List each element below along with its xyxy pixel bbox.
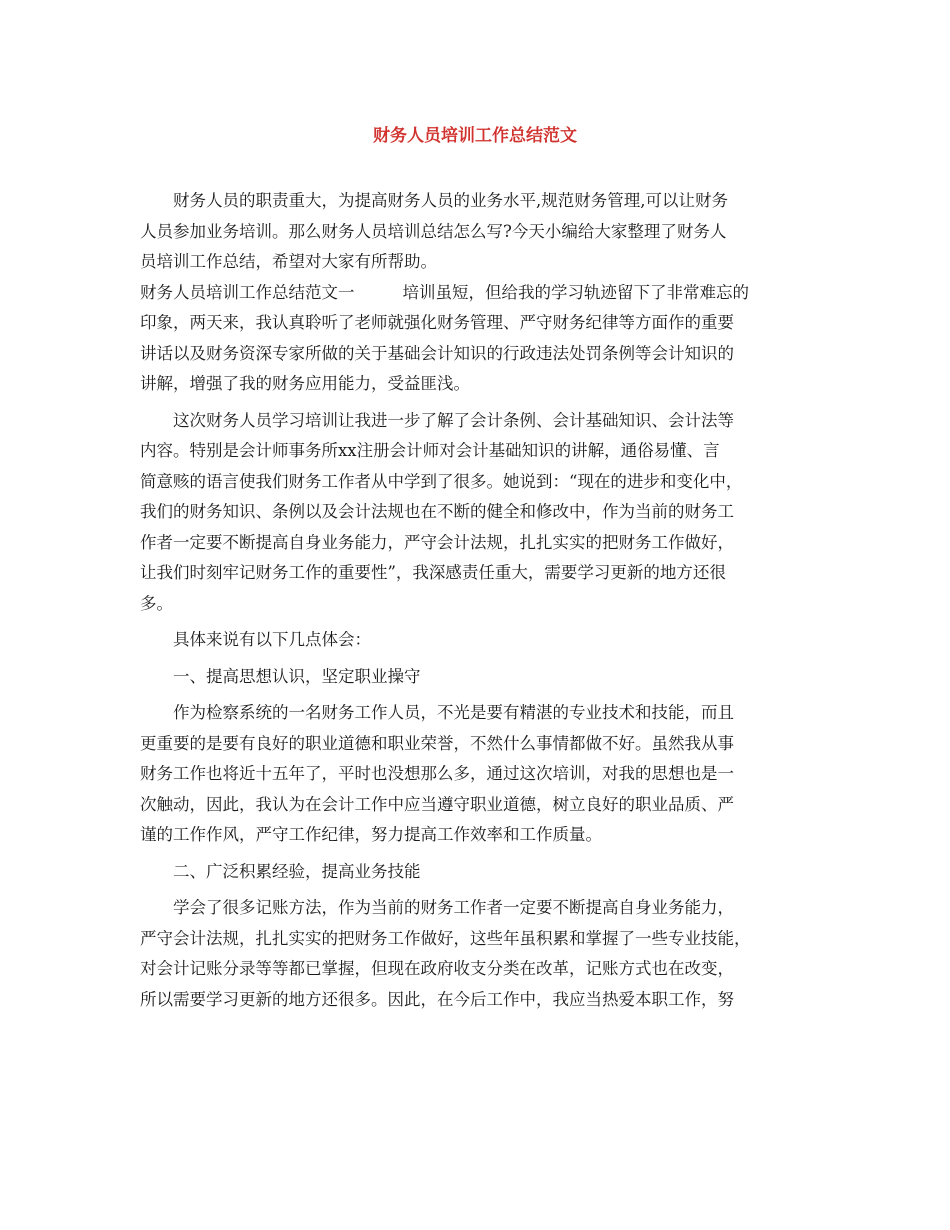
text-line: 我们的财务知识、条例以及会计法规也在不断的健全和修改中，作为当前的财务工 (140, 502, 734, 521)
text-line: 内容。特别是会计师事务所xx注册会计师对会计基础知识的讲解，通俗易懂、言 (140, 441, 720, 460)
section-heading: 财务人员培训工作总结范文一 (140, 282, 355, 302)
text-line: 对会计记账分录等等都已掌握，但现在政府收支分类在改革，记账方式也在改变， (140, 959, 734, 978)
text-line: 这次财务人员学习培训让我进一步了解了会计条例、会计基础知识、会计法等 (173, 410, 734, 430)
text-line: 二、广泛积累经验，提高业务技能 (173, 861, 421, 881)
text-line: 多。 (140, 593, 173, 613)
document-body (140, 186, 816, 1015)
text-line: 次触动，因此，我认为在会计工作中应当遵守职业道德，树立良好的职业品质、严 (140, 794, 734, 814)
paragraph-training (140, 406, 816, 620)
document-title: 财务人员培训工作总结范文 (373, 126, 577, 146)
paragraph-section-one (140, 278, 816, 400)
text-line: 所以需要学习更新的地方还很多。因此，在今后工作中，我应当热爱本职工作，努 (140, 989, 734, 1009)
text-segment: 培训虽短，但给我的学习轨迹留下了非常难忘的 (402, 282, 749, 302)
text-line: 员培训工作总结，希望对大家有所帮助。 (140, 252, 437, 271)
text-line: 简意赅的语言使我们财务工作者从中学到了很多。她说到：“现在的进步和变化中， (140, 471, 743, 491)
text-line: 让我们时刻牢记财务工作的重要性”，我深感责任重大，需要学习更新的地方还很 (140, 563, 726, 582)
text-line: 更重要的是要有良好的职业道德和职业荣誉，不然什么事情都做不好。虽然我从事 (140, 733, 734, 753)
text-line: 作者一定要不断提高自身业务能力，严守会计法规，扎扎实实的把财务工作做好， (140, 532, 734, 552)
paragraph-skills (140, 893, 816, 1015)
paragraph-ethics (140, 698, 816, 851)
text-line: 学会了很多记账方法，作为当前的财务工作者一定要不断提高自身业务能力， (173, 898, 734, 917)
text-line: 谨的工作作风，严守工作纪律，努力提高工作效率和工作质量。 (140, 825, 602, 844)
text-line: 财务工作也将近十五年了，平时也没想那么多，通过这次培训，对我的思想也是一 (140, 764, 734, 783)
subheading-two (140, 857, 816, 888)
text-line: 具体来说有以下几点体会： (173, 630, 371, 649)
text-line: 严守会计法规，扎扎实实的把财务工作做好，这些年虽积累和掌握了一些专业技能， (140, 928, 751, 948)
text-line: 作为检察系统的一名财务工作人员，不光是要有精湛的专业技术和技能，而且 (173, 703, 734, 722)
subheading-one (140, 662, 816, 693)
text-line: 讲话以及财务资深专家所做的关于基础会计知识的行政违法处罚条例等会计知识的 (140, 343, 734, 363)
text-line: 人员参加业务培训。那么财务人员培训总结怎么写?今天小编给大家整理了财务人 (140, 221, 727, 241)
paragraph-points-intro (140, 625, 816, 656)
text-line: 印象，两天来，我认真聆听了老师就强化财务管理、严守财务纪律等方面作的重要 (140, 313, 734, 332)
text-line: 一、提高思想认识，坚定职业操守 (173, 666, 421, 686)
text-line: 讲解，增强了我的财务应用能力，受益匪浅。 (140, 374, 470, 393)
text-line: 财务人员的职责重大，为提高财务人员的业务水平,规范财务管理,可以让财务 (173, 191, 728, 210)
paragraph-intro (140, 186, 816, 278)
text-line (140, 278, 816, 309)
